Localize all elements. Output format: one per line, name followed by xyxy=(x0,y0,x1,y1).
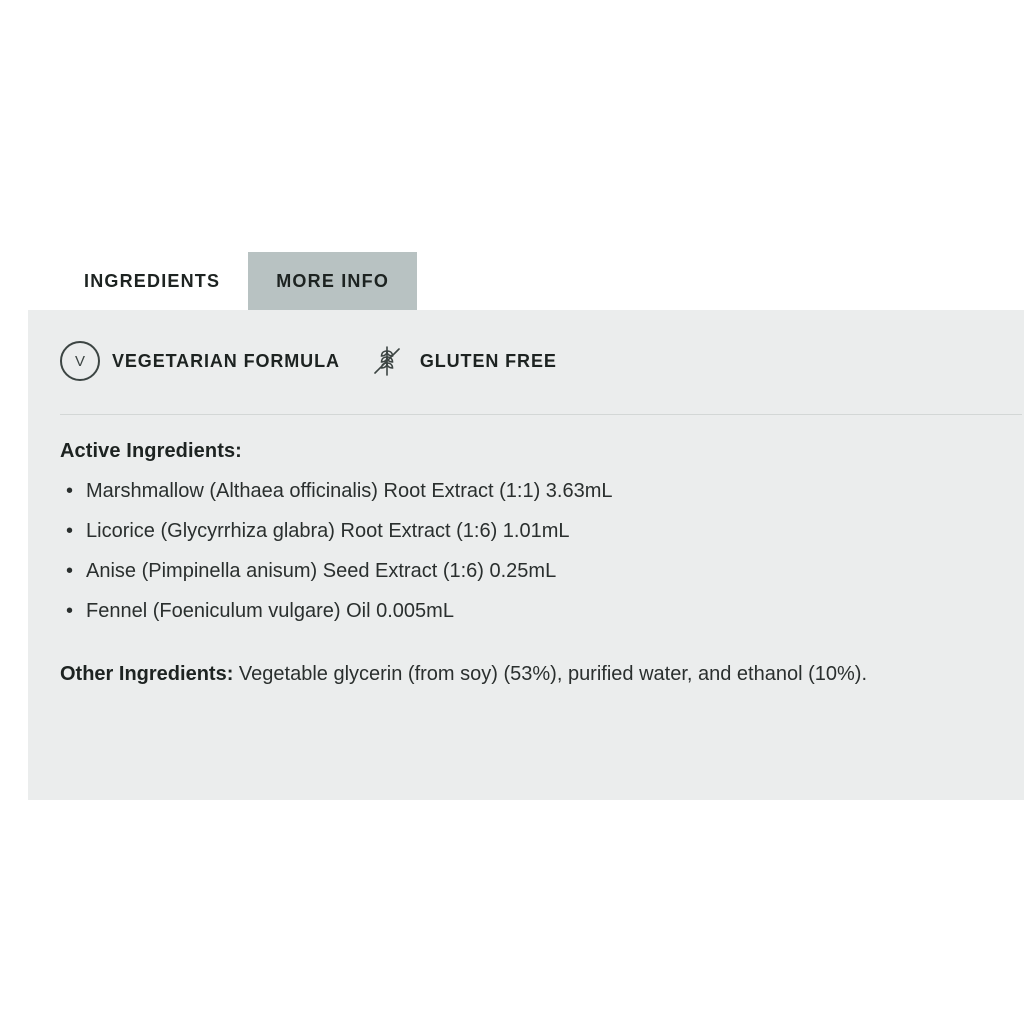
other-ingredients-label: Other Ingredients: xyxy=(60,663,234,685)
list-item: • Anise (Pimpinella anisum) Seed Extract (1:6) 0.25mL xyxy=(60,551,1022,591)
badge-vegetarian-label: VEGETARIAN FORMULA xyxy=(112,350,340,371)
vegetarian-circle-v-icon xyxy=(60,341,100,381)
list-item: • Marshmallow (Althaea officinalis) Root Extract (1:1) 3.63mL xyxy=(60,471,1022,511)
active-ingredients-list xyxy=(60,471,1022,631)
badge-vegetarian xyxy=(60,341,340,381)
badge-gluten-free-label: GLUTEN FREE xyxy=(419,350,557,371)
tab-ingredients[interactable] xyxy=(56,252,248,310)
tab-ingredients-label: INGREDIENTS xyxy=(84,270,221,291)
tab-more-info[interactable] xyxy=(248,252,417,310)
badge-row xyxy=(60,340,557,382)
other-ingredients xyxy=(60,659,1022,689)
other-ingredients-text: Vegetable glycerin (from soy) (53%), purified water, and ethanol (10%). xyxy=(233,663,868,685)
ingredients-panel xyxy=(28,310,1024,800)
tab-more-info-label: MORE INFO xyxy=(276,270,390,291)
list-item: • Licorice (Glycyrrhiza glabra) Root Extract (1:6) 1.01mL xyxy=(60,511,1022,551)
section-divider xyxy=(60,414,1022,415)
list-item: • Fennel (Foeniculum vulgare) Oil 0.005mL xyxy=(60,591,1022,631)
active-ingredients-heading: Active Ingredients: xyxy=(60,440,242,462)
tab-bar xyxy=(56,252,417,310)
ingredients-content xyxy=(60,440,1022,689)
wheat-gluten-free-icon xyxy=(366,340,408,382)
badge-gluten-free xyxy=(366,340,557,382)
vegetarian-icon-glyph: V xyxy=(74,352,85,370)
